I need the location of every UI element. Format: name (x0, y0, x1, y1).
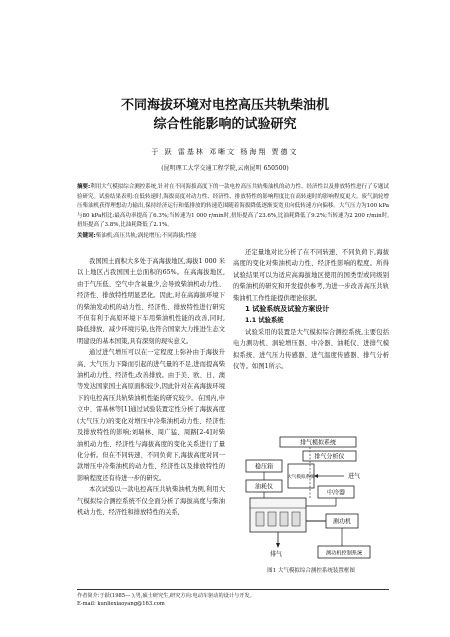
intake-label: 进气 (348, 473, 361, 480)
footnote-email: E-mail: kunliexiaoyang@163.com (77, 601, 165, 607)
exhaust-sim-label: 排气模拟系统 (299, 439, 337, 447)
footnote-author: 作者简介:于跃(1985— ),男,硕士研究生,研究方向:电动车驱动的设计与开发。 (77, 593, 255, 599)
right-column (233, 247, 389, 372)
figure-caption: 图1 大气模拟综合测控系统装置框图 (267, 568, 355, 574)
abstract-text: 利用大气模拟综合测控系统,针对在不同海拔高度下的一款电控高压共轨柴油机的动力性、经济性以及排放特性进行了专题试验研究。试验结果表明:在低转速时,海拔高度对动力性、经济性、排放特性的影响程度比在高转速时的影响程度更大。废气涡轮增压柴油机获得理想动力输出,保持经济运行和低排放的转速范围随着海拔降低逐渐变宽且向低转速方向偏移。大气压力为100 kPa与80 kPa相比:最高功率提高了6.3%;当转速为1 000 r/min时,扭矩提高了23.6%,比油耗降低了9.2%;当转速为2 200 r/min时,扭矩提高了3.8%,比油耗降低了2.1%。 (77, 184, 389, 228)
title-line-2: 综合性能影响的试验研究 (153, 117, 297, 132)
fuel-meter-label: 油耗仪 (254, 483, 274, 491)
authors: 于 跃 雷基林 邓晰文 杨海翔 贾德文 (151, 148, 299, 156)
exhaust-analyzer-label: 排气分析仪 (314, 453, 345, 461)
surge-tank-label: 稳压箱 (254, 463, 274, 471)
footnote (77, 592, 389, 608)
keywords-label: 关键词: (77, 233, 96, 239)
paragraph: 还定量地对比分析了在不同转速、不同负荷下,海拔高度的变化对柴油机动力性、经济性影响的程度。所得试验结果可以为适应高海拔地区使用的国类型或同级别的柴油机的研究和开发提供参考,为进一步改善高压共轨柴油机工作性能提供理论依据。 (233, 249, 389, 302)
keywords-text: 柴油机;高压共轨;涡轮增压;不同海拔;性能 (95, 233, 197, 239)
paper-title (0, 96, 450, 134)
paragraph: 试验采用的装置是大气模拟综合测控系统,主要包括电力测功机、涡轮增压器、中冷器、油耗仪、进排气模拟系统、进气压力传感器、进气温度传感器、排气分析仪等。如图1所示。 (233, 328, 389, 371)
paragraph: 我国国土面积大多处于高海拔地区,海拔1 000 米以上地区占我国国土总面积的65%。在高海拔地区,由于气压低、空气中含氧量少,会导致柴油机动力性、经济性、排放特性明显恶化。因此,对在高海拔环境下的柴油发动机的动力性、经济性、排放特性进行研究不但有利于高原环境下车用柴油机性能的改善,同时,降低排放、减少环境污染,也符合国家大力推进生态文明建设的基本国策,具有深刻的现实意义。 (77, 258, 225, 345)
paragraph: 本次试验以一款电控高压共轨柴油机为例,利用大气模拟综合测控系统不仅全面分析了海拔高度与柴油机动力性、经济性和排放特性的关系, (77, 486, 225, 516)
abstract (77, 183, 389, 231)
section-heading: 1 试验系统及试验方案设计 (245, 305, 330, 314)
left-column (77, 256, 225, 518)
paragraph: 通过进气增压可以在一定程度上弥补由于海拔升高、大气压力下降而引起的进气量的不足,进而提高柴油机动力性、经济性,改善排放。由于美、欧、日、澳等发达国家国土高原面积较少,因此针对在高海拔环境下的电控高压共轨柴油机性能的研究较少。在国内,申立中、雷基林等[1]通过试验装置定性分析了海拔高度(大气压力)的变化对增压中冷柴油机动力性、经济性及排放特性的影响;刘瑞林、周广猛、周路[2-4]对柴油机动力性、经济性与海拔高度的变化关系进行了量化分析。但在不同转速、不同负荷下,海拔高度对同一款增压中冷柴油机的动力性、经济性以及排放特性的影响程度还有待进一步的研究。 (77, 349, 225, 482)
affiliation: (昆明理工大学交通工程学院,云南昆明 650500) (161, 165, 289, 172)
intercooler-label: 中冷器 (326, 489, 346, 497)
dyno-label: 测功机 (332, 518, 352, 526)
keywords (77, 232, 389, 241)
control-label: 测功机控制系统 (325, 550, 363, 557)
exhaust-label: 排气 (270, 551, 283, 558)
footnote-rule (77, 589, 389, 590)
atm-sim-label: 大气模拟系统 (287, 475, 315, 480)
title-line-1: 不同海拔环境对电控高压共轨柴油机 (120, 98, 329, 113)
figure-1-diagram (240, 436, 380, 564)
abstract-label: 摘要: (77, 184, 91, 190)
subsection-heading: 1.1 试验系统 (245, 317, 284, 325)
